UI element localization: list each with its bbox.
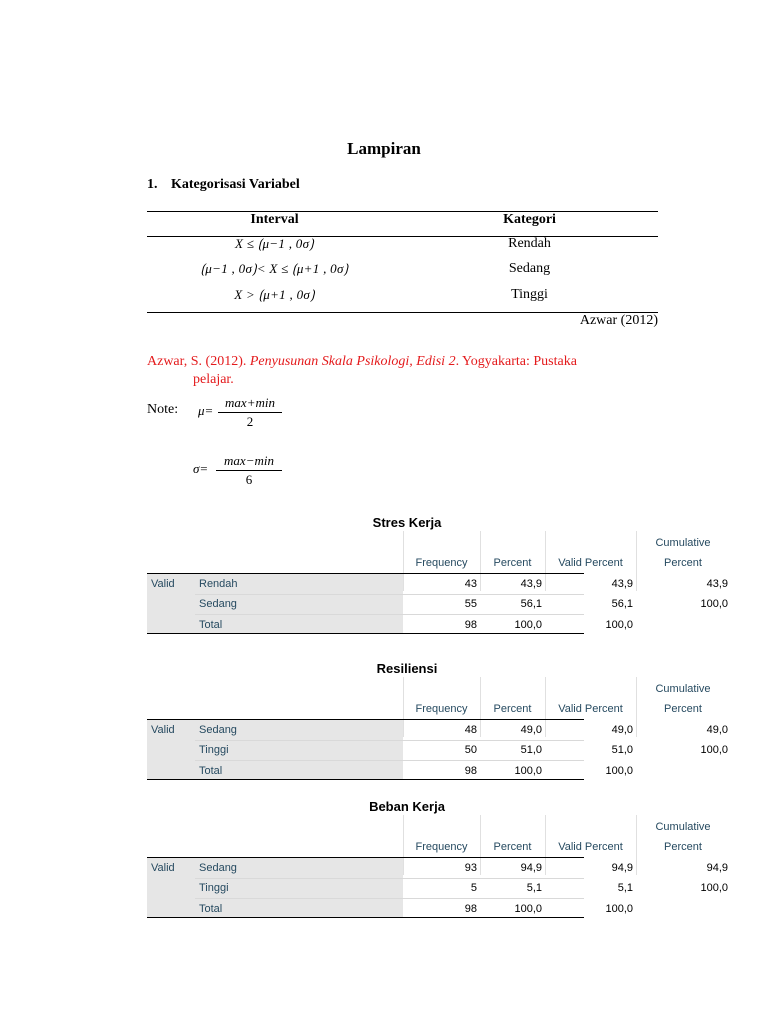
percent-cell: 94,9 [520,862,542,874]
valid-percent-cell: 100,0 [605,619,633,631]
valid-percent-cell: 94,9 [611,862,633,874]
table-bottom-rule [147,917,584,918]
valid-percent-cell: 49,0 [611,724,633,736]
percent-header: Percent [493,703,532,715]
table-title: Resiliensi [376,661,438,676]
valid-percent-header: Valid Percent [558,557,623,569]
mu-fraction [218,395,282,430]
section-heading [147,177,300,193]
note-label: Note: [147,402,179,417]
frequency-cell: 98 [464,765,477,777]
row-label-shading [147,720,403,779]
kategori-header: Kategori [503,212,556,227]
cumulative-header: Cumulative [655,821,711,833]
valid-percent-cell: 51,0 [611,744,633,756]
frequency-cell: 5 [470,882,477,894]
valid-percent-cell: 100,0 [605,765,633,777]
frequency-cell: 50 [464,744,477,756]
percent-header: Percent [493,557,532,569]
reference-author: Azwar, S. (2012). [147,354,250,369]
row-label-shading [147,858,403,917]
percent-cell: 100,0 [514,903,542,915]
frequency-cell: 93 [464,862,477,874]
percent-cell: 51,0 [520,744,542,756]
cumulative-header-line2: Percent [664,703,702,715]
table-bottom-rule [147,779,584,780]
section-number: 1. [147,177,158,192]
table-row [147,287,658,311]
mu-symbol: μ= [198,403,214,418]
valid-percent-cell: 43,9 [611,578,633,590]
reference-book-title: Penyusunan Skala Psikologi, Edisi 2 [249,354,456,369]
cumulative-header: Cumulative [655,537,711,549]
group-label: Valid [151,862,175,874]
cumulative-header-line2: Percent [664,557,702,569]
frequency-header: Frequency [415,841,468,853]
percent-cell: 56,1 [520,598,542,610]
percent-cell: 43,9 [520,578,542,590]
group-label: Valid [151,724,175,736]
kategori-cell: Rendah [508,236,551,251]
frequency-cell: 43 [464,578,477,590]
table-row [147,261,658,285]
table-bottom-rule [147,633,584,634]
page-title: Lampiran [347,139,421,158]
interval-cell: ⟮μ−1 , 0σ⟯< X ≤ ⟮μ+1 , 0σ⟯ [200,261,349,276]
row-label: Total [199,765,223,777]
group-label: Valid [151,578,175,590]
valid-percent-cell: 5,1 [617,882,633,894]
cumulative-cell: 100,0 [700,882,728,894]
frequency-cell: 98 [464,903,477,915]
cumulative-header-line2: Percent [664,841,702,853]
row-label: Tinggi [199,882,229,894]
frequency-cell: 55 [464,598,477,610]
row-label-shading [147,574,403,633]
fraction-bar [218,412,282,413]
cumulative-cell: 43,9 [706,578,728,590]
row-label: Sedang [199,724,237,736]
table-source: Azwar (2012) [579,313,658,328]
table-title: Beban Kerja [369,799,445,814]
reference [147,353,658,389]
interval-cell: X > ⟮μ+1 , 0σ⟯ [234,287,315,302]
row-label: Total [199,903,223,915]
sigma-denominator: 6 [245,472,253,487]
frequency-header: Frequency [415,557,468,569]
section-title: Kategorisasi Variabel [171,177,300,192]
frequency-cell: 48 [464,724,477,736]
cumulative-cell: 49,0 [706,724,728,736]
row-label: Sedang [199,862,237,874]
row-label: Rendah [199,578,238,590]
table-header-row [147,212,658,236]
row-label: Tinggi [199,744,229,756]
sigma-symbol: σ= [193,461,209,476]
cumulative-cell: 94,9 [706,862,728,874]
reference-line-2: pelajar. [193,372,234,387]
kategori-cell: Tinggi [511,287,548,302]
fraction-bar [216,470,282,471]
sigma-fraction [216,453,282,488]
valid-percent-header: Valid Percent [558,841,623,853]
valid-percent-cell: 56,1 [611,598,633,610]
interval-cell: X ≤ ⟮μ−1 , 0σ⟯ [235,236,314,251]
percent-cell: 5,1 [526,882,542,894]
interval-header: Interval [250,212,299,227]
cumulative-header: Cumulative [655,683,711,695]
reference-publisher: . Yogyakarta: Pustaka [455,354,577,369]
mu-denominator: 2 [246,414,254,429]
table-title: Stres Kerja [372,515,442,530]
sigma-numerator: max−min [224,453,274,468]
table-row [147,236,658,260]
percent-cell: 100,0 [514,619,542,631]
mu-numerator: max+min [225,395,275,410]
percent-cell: 49,0 [520,724,542,736]
percent-cell: 100,0 [514,765,542,777]
valid-percent-cell: 100,0 [605,903,633,915]
frequency-cell: 98 [464,619,477,631]
valid-percent-header: Valid Percent [558,703,623,715]
row-label: Total [199,619,223,631]
frequency-header: Frequency [415,703,468,715]
cumulative-cell: 100,0 [700,598,728,610]
cumulative-cell: 100,0 [700,744,728,756]
kategori-cell: Sedang [508,261,551,276]
row-label: Sedang [199,598,237,610]
percent-header: Percent [493,841,532,853]
